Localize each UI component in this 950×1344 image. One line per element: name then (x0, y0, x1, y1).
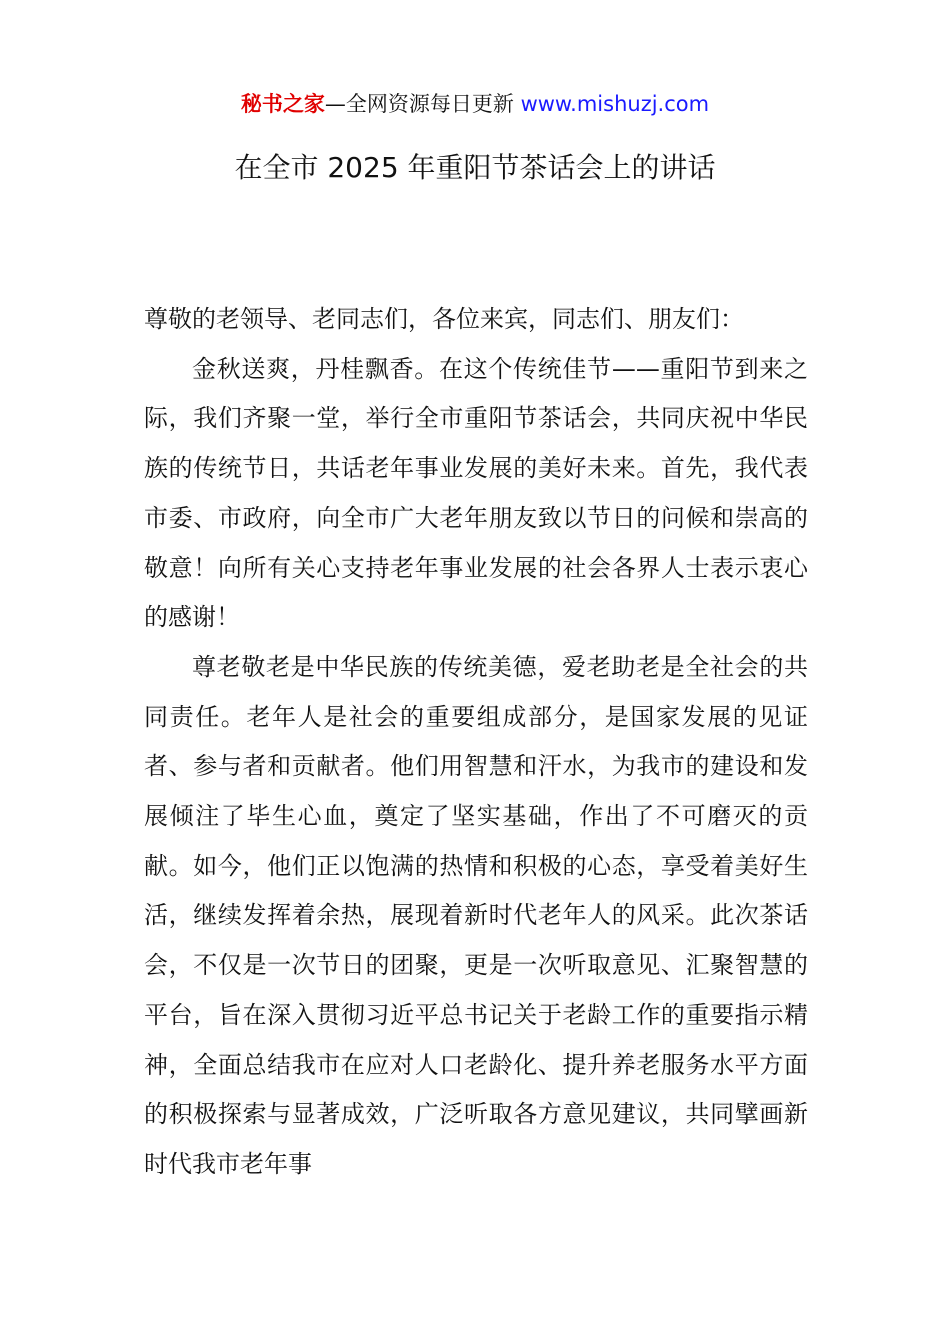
document-body (144, 295, 808, 1190)
salutation: 尊敬的老领导、老同志们，各位来宾，同志们、朋友们： (144, 305, 744, 333)
body-paragraph: 金秋送爽，丹桂飘香。在这个传统佳节——重阳节到来之际，我们齐聚一堂，举行全市重阳节茶话会，共同庆祝中华民族的传统节日，共话老年事业发展的美好未来。首先，我代表市委、市政府，向全市广大老年朋友致以节日的问候和崇高的敬意！向所有关心支持老年事业发展的社会各界人士表示衷心的感谢！ (144, 354, 808, 632)
body-paragraph: 尊老敬老是中华民族的传统美德，爱老助老是全社会的共同责任。老年人是社会的重要组成部分，是国家发展的见证者、参与者和贡献者。他们用智慧和汗水，为我市的建设和发展倾注了毕生心血，奠定了坚实基础，作出了不可磨灭的贡献。如今，他们正以饱满的热情和积极的心态，享受着美好生活，继续发挥着余热，展现着新时代老年人的风采。此次茶话会，不仅是一次节日的团聚，更是一次听取意见、汇聚智慧的平台，旨在深入贯彻习近平总书记关于老龄工作的重要指示精神，全面总结我市在应对人口老龄化、提升养老服务水平方面的积极探索与显著成效，广泛听取各方意见建议，共同擘画新时代我市老年事 (144, 652, 808, 1178)
site-header (0, 88, 950, 120)
document-title: 在全市 2025 年重阳节茶话会上的讲话 (234, 151, 716, 184)
site-url-link[interactable]: www.mishuzj.com (520, 92, 710, 116)
site-brand: 秘书之家 (240, 92, 325, 116)
site-tagline: —全网资源每日更新 (324, 92, 521, 116)
